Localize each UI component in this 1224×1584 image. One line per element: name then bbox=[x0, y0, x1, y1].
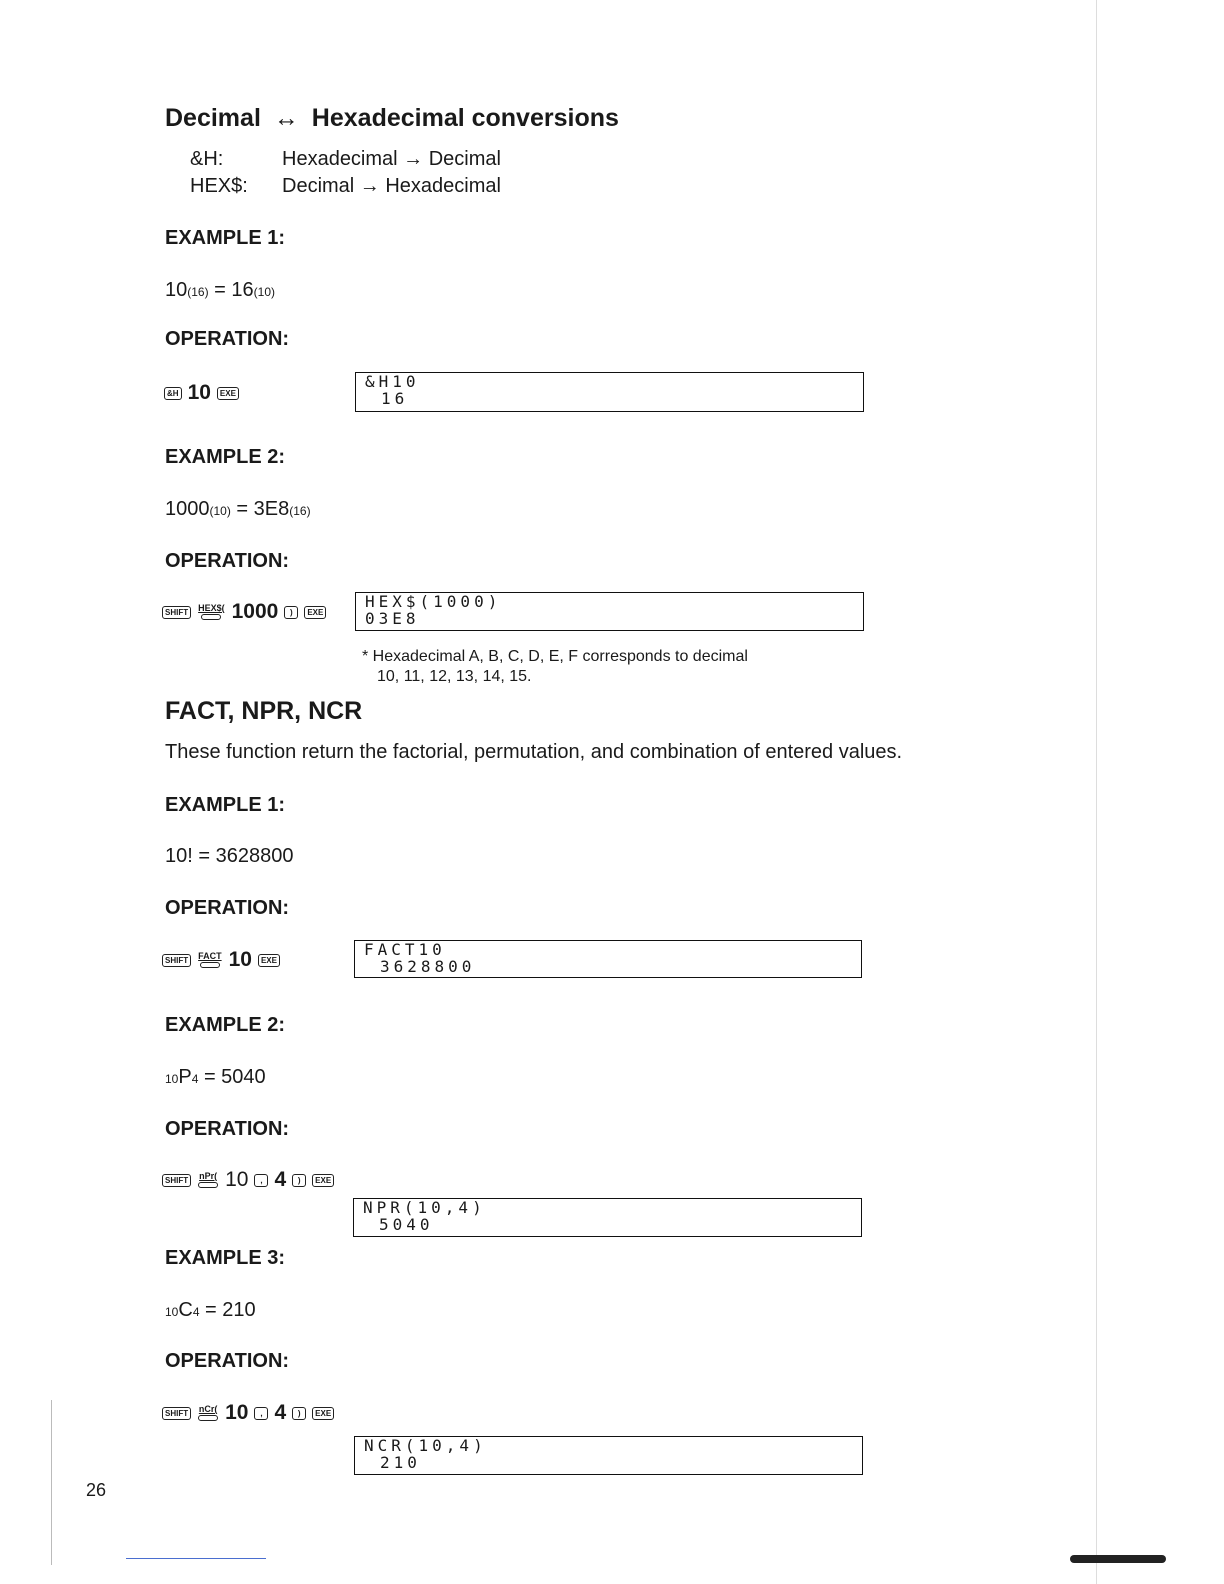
exe-key[interactable]: EXE bbox=[312, 1174, 334, 1187]
hex-example-1-op-label: OPERATION: bbox=[165, 328, 290, 350]
amp-h-key[interactable]: &H bbox=[164, 387, 182, 400]
def-term-hexs: HEX$: bbox=[190, 175, 248, 197]
key-seq-number: 10 bbox=[187, 381, 211, 404]
page-number: 26 bbox=[86, 1480, 107, 1500]
fact-example-1-expr: 10! = 3628800 bbox=[165, 845, 294, 867]
comma-key[interactable]: , bbox=[254, 1407, 268, 1420]
fact-function-key[interactable]: FACT bbox=[198, 952, 222, 968]
def-desc-hexs: Decimal → Hexadecimal bbox=[282, 175, 501, 197]
hex-example-2-expr: 1000(10) = 3E8(16) bbox=[165, 498, 311, 520]
fact-example-3-expr: 10C4 = 210 bbox=[165, 1299, 256, 1321]
hex-example-2-label: EXAMPLE 2: bbox=[165, 446, 286, 468]
exe-key[interactable]: EXE bbox=[217, 387, 239, 400]
fact-example-3-op-label: OPERATION: bbox=[165, 1350, 290, 1372]
scan-artifact bbox=[1070, 1555, 1166, 1563]
def-term-h: &H: bbox=[190, 148, 224, 170]
key-seq-number: 1000 bbox=[231, 600, 279, 623]
display-line-1: &H10 bbox=[365, 372, 420, 391]
key-seq-number: 10 bbox=[228, 948, 252, 971]
title-right: Hexadecimal conversions bbox=[311, 104, 619, 132]
hex-example-1-expr: 10(16) = 16(10) bbox=[165, 279, 275, 301]
hex-example-1-label: EXAMPLE 1: bbox=[165, 227, 286, 249]
key-seq-number: 4 bbox=[274, 1168, 287, 1191]
shift-key[interactable]: SHIFT bbox=[162, 606, 191, 619]
fact-intro: These function return the factorial, permutation, and combination of entered values. bbox=[165, 741, 903, 763]
display-line-1: NPR(10,4) bbox=[363, 1198, 486, 1217]
hex-example-1-keys bbox=[164, 381, 239, 405]
close-paren-key[interactable]: ) bbox=[284, 606, 298, 619]
display-line-1: HEX$(1000) bbox=[365, 592, 502, 611]
key-seq-number: 10 bbox=[225, 1401, 249, 1424]
display-line-2: 5040 bbox=[379, 1215, 434, 1234]
comma-key[interactable]: , bbox=[254, 1174, 268, 1187]
hex-example-2-op-label: OPERATION: bbox=[165, 550, 290, 572]
shift-key[interactable]: SHIFT bbox=[162, 954, 191, 967]
shift-key[interactable]: SHIFT bbox=[162, 1174, 191, 1187]
bidirectional-arrow-icon: ↔ bbox=[273, 104, 299, 132]
fact-example-3-keys bbox=[162, 1401, 334, 1425]
close-paren-key[interactable]: ) bbox=[292, 1407, 306, 1420]
hex-note: * Hexadecimal A, B, C, D, E, F corresponds to decimal 10, 11, 12, 13, 14, 15. bbox=[362, 648, 748, 685]
lcd-display bbox=[353, 1198, 862, 1237]
display-line-2: 210 bbox=[380, 1453, 421, 1472]
scan-edge-right bbox=[1096, 0, 1097, 1584]
fact-example-1-op-label: OPERATION: bbox=[165, 897, 290, 919]
close-paren-key[interactable]: ) bbox=[292, 1174, 306, 1187]
hex-function-key[interactable]: HEX$( bbox=[198, 604, 225, 620]
exe-key[interactable]: EXE bbox=[258, 954, 280, 967]
display-line-2: 3628800 bbox=[380, 957, 476, 976]
fact-example-1-label: EXAMPLE 1: bbox=[165, 794, 286, 816]
key-seq-number: 10 bbox=[225, 1168, 249, 1191]
def-desc-h: Hexadecimal → Decimal bbox=[282, 148, 501, 170]
hex-example-2-keys bbox=[162, 600, 326, 624]
key-seq-number: 4 bbox=[274, 1401, 287, 1424]
section-title-hex bbox=[165, 104, 619, 133]
lcd-display bbox=[355, 592, 864, 631]
fact-example-3-label: EXAMPLE 3: bbox=[165, 1247, 286, 1269]
fact-example-1-keys bbox=[162, 948, 280, 972]
ncr-function-key[interactable]: nCr( bbox=[198, 1405, 218, 1421]
fact-example-2-label: EXAMPLE 2: bbox=[165, 1014, 286, 1036]
fact-example-2-op-label: OPERATION: bbox=[165, 1118, 290, 1140]
footer-rule bbox=[126, 1558, 266, 1559]
lcd-display bbox=[355, 372, 864, 412]
exe-key[interactable]: EXE bbox=[312, 1407, 334, 1420]
lcd-display bbox=[354, 940, 862, 978]
display-line-2: 03E8 bbox=[365, 609, 420, 628]
title-left: Decimal bbox=[165, 104, 261, 132]
npr-function-key[interactable]: nPr( bbox=[198, 1172, 218, 1188]
display-line-1: NCR(10,4) bbox=[364, 1436, 487, 1455]
lcd-display bbox=[354, 1436, 863, 1475]
display-line-2: 16 bbox=[381, 389, 409, 408]
display-line-1: FACT10 bbox=[364, 940, 446, 959]
fact-example-2-expr: 10P4 = 5040 bbox=[165, 1066, 266, 1088]
fact-example-2-keys bbox=[162, 1168, 334, 1192]
exe-key[interactable]: EXE bbox=[304, 606, 326, 619]
scan-edge-left bbox=[51, 1400, 52, 1565]
shift-key[interactable]: SHIFT bbox=[162, 1407, 191, 1420]
section-title-fact: FACT, NPR, NCR bbox=[165, 697, 363, 725]
